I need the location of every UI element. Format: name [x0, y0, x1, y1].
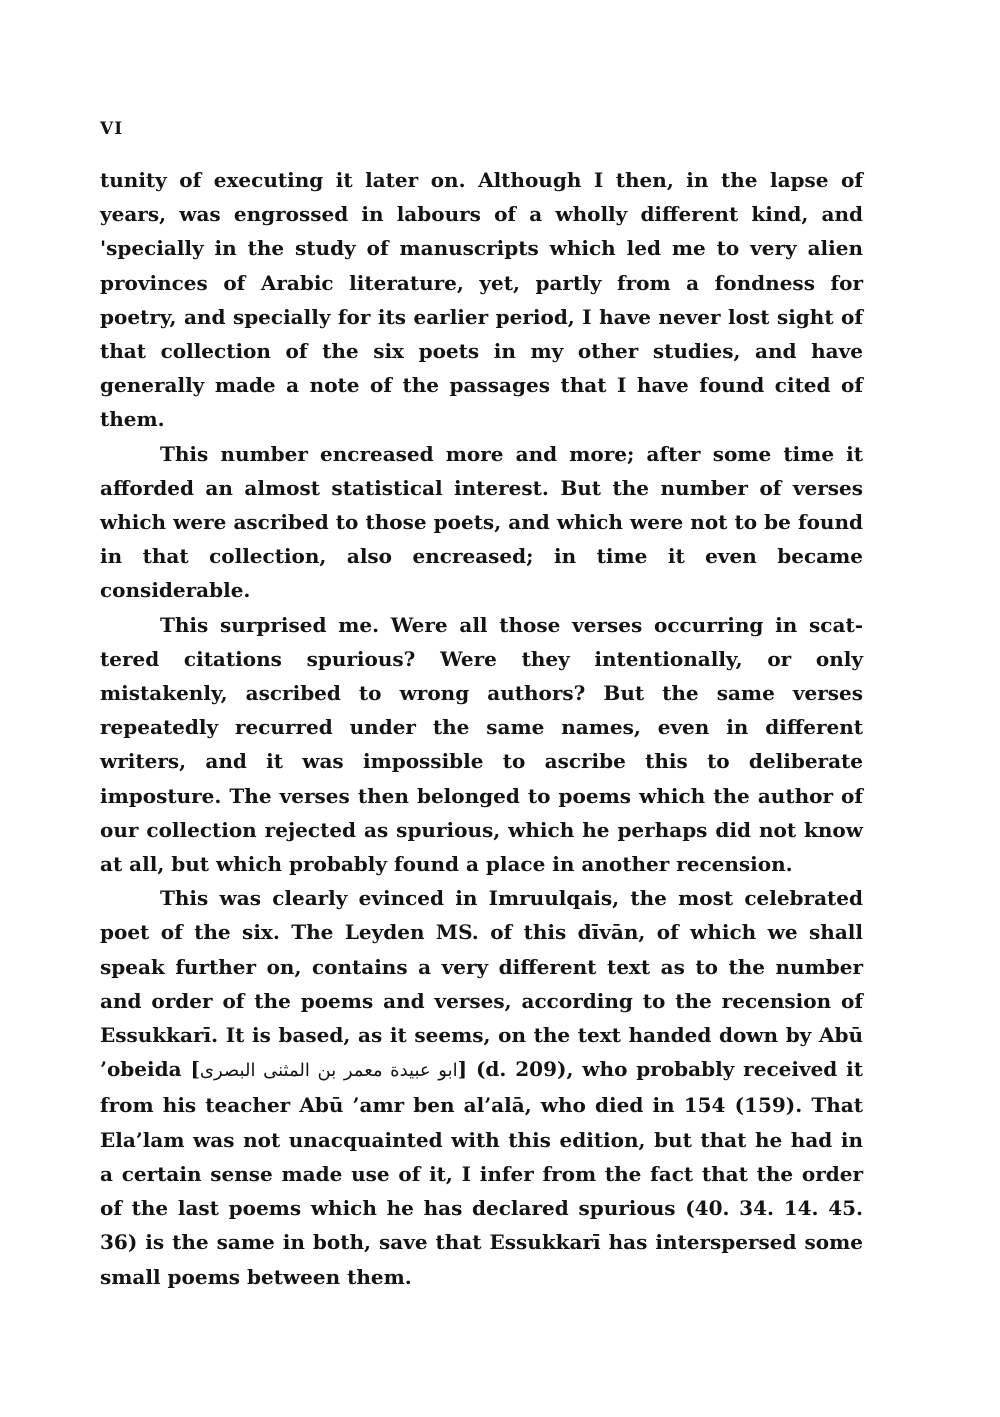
- paragraph-4-text-after-arabic: ] (d. 209), who probably received it from his teacher Abū ’amr ben al’alā, who died in 154 (159). That Ela’lam was not unacquainted with this edition, but that he had in a certain sense made use of it, I infer from the fact that the order of the last poems which he has declared spurious (40. 34. 14. 45. 36) is the same in both, save that Essukkarī has interspersed some small poems between them.: [100, 1057, 863, 1289]
- paragraph-1: tunity of executing it later on. Although I then, in the lapse of years, was engrossed in labours of a wholly different kind, and 'specially in the study of manuscripts which led me to very alien provinces of Arabic literature, yet, partly from a fondness for poetry, and specially for its earlier period, I have never lost sight of that collection of the six poets in my other studies, and have generally made a note of the passages that I have found cited of them.: [100, 168, 863, 432]
- paragraph-3: This surprised me. Were all those verses occurring in scattered citations spurious? Were they intentionally, or only mistakenly, ascribed to wrong authors? But the same verses repeatedly recurred under the same names, even in different writers, and it was impossible to ascribe this to deliberate imposture. The verses then belonged to poems which the author of our collection rejected as spurious, which he perhaps did not know at all, but which probably found a place in another recension.: [100, 612, 863, 877]
- paragraph-4: [100, 881, 863, 1293]
- arabic-name: ابو عبيدة معمر بن المثنى البصرى: [199, 1060, 458, 1082]
- paragraph-4-text-before-arabic: This was clearly evinced in Imruulqais, the most celebrated poet of the six. The Leyden MS. of this dīvān, of which we shall speak further on, contains a very different text as to the number and order of the poems and verses, according to the recension of Essukkarī. It is based, as it seems, on the text handed down by Abū ’obeida [: [100, 886, 863, 1082]
- paragraph-2: This number encreased more and more; after some time it afforded an almost statistical interest. But the number of verses which were ascribed to those poets, and which were not to be found in that collection, also encreased; in time it even became considerable.: [100, 441, 863, 603]
- page-number: VI: [100, 119, 124, 139]
- body-text: [100, 163, 863, 1294]
